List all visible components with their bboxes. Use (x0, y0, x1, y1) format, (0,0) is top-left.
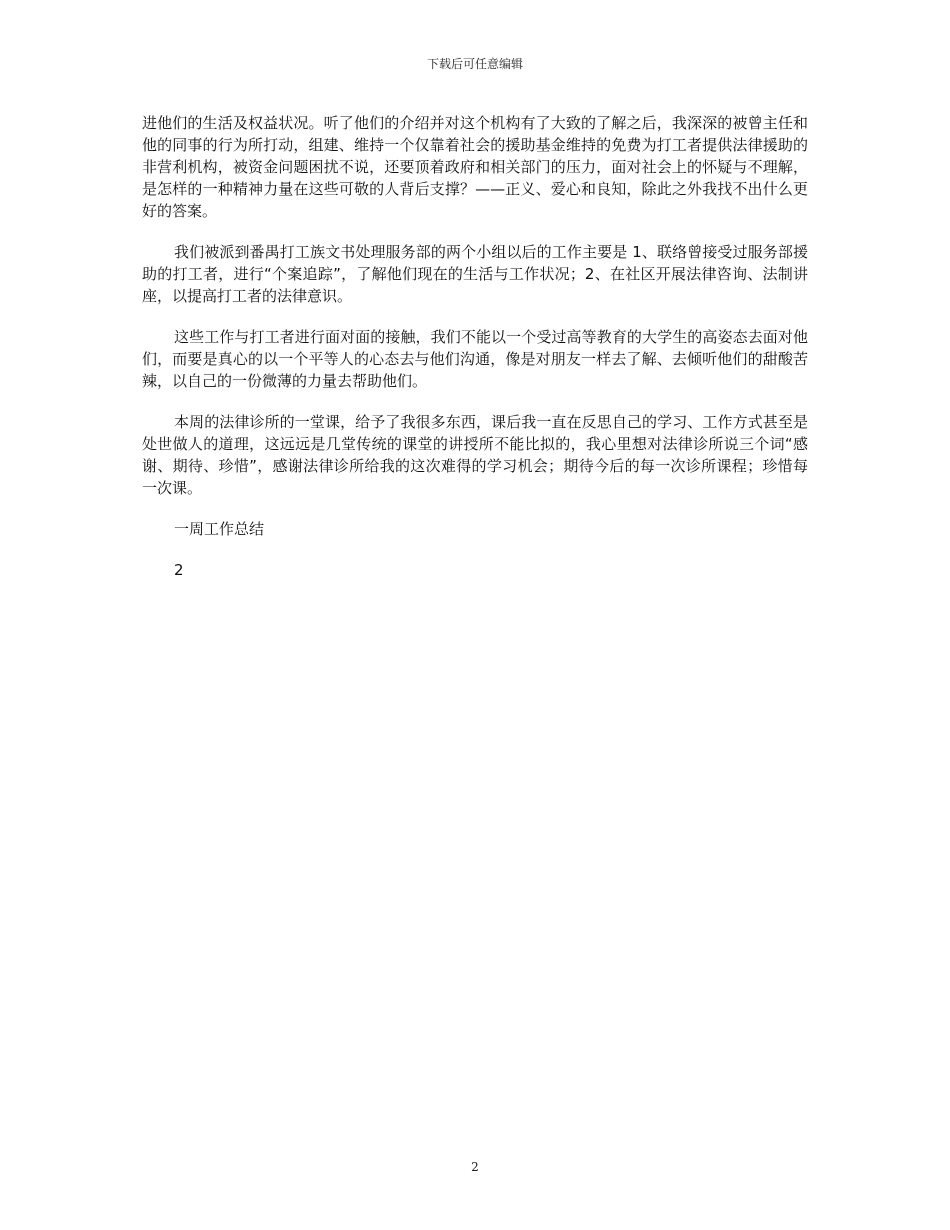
paragraph-continuation: 进他们的生活及权益状况。听了他们的介绍并对这个机构有了大致的了解之后，我深深的被曾主任和他的同事的行为所打动，组建、维持一个仅靠着社会的援助基金维持的免费为打工者提供法律援助的非营利机构，被资金问题困扰不说，还要顶着政府和相关部门的压力，面对社会上的怀疑与不理解，是怎样的一种精神力量在这些可敬的人背后支撑？——正义、爱心和良知，除此之外我找不出什么更好的答案。 (142, 114, 808, 220)
page-number: 2 (471, 1160, 479, 1174)
paragraph-reflection: 本周的法律诊所的一堂课，给予了我很多东西，课后我一直在反思自己的学习、工作方式甚至是处世做人的道理，这远远是几堂传统的课堂的讲授所不能比拟的，我心里想对法律诊所说三个词“感谢、期待、珍惜”，感谢法律诊所给我的这次难得的学习机会；期待今后的每一次诊所课程；珍惜每一次课。 (142, 413, 808, 497)
paragraph-face-to-face: 这些工作与打工者进行面对面的接触，我们不能以一个受过高等教育的大学生的高姿态去面对他们，而要是真心的以一个平等人的心态去与他们沟通，像是对朋友一样去了解、去倾听他们的甜酸苦辣，以自己的一份微薄的力量去帮助他们。 (142, 328, 808, 390)
section-title: 一周工作总结 (174, 520, 265, 538)
document-body (142, 112, 808, 600)
page-header: 下载后可任意编辑 (426, 57, 523, 71)
section-number: 2 (174, 561, 184, 579)
paragraph-work-tasks: 我们被派到番禺打工族文书处理服务部的两个小组以后的工作主要是 1、联络曾接受过服务部援助的打工者，进行“个案追踪”，了解他们现在的生活与工作状况；2、在社区开展法律咨询、法制讲座，以提高打工者的法律意识。 (142, 243, 808, 305)
